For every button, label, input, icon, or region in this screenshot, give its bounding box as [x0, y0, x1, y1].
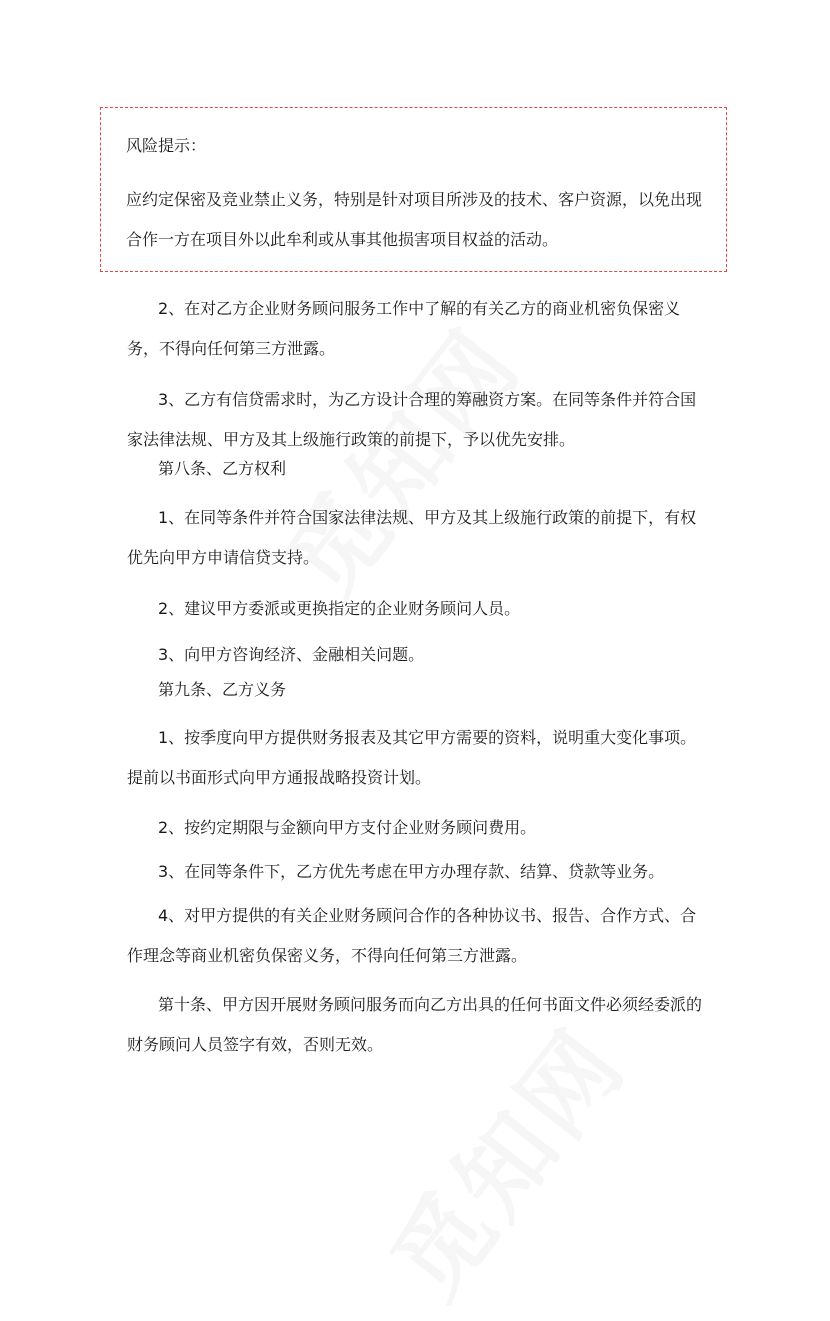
- clause-paragraph: [127, 852, 707, 892]
- paragraph-text: 3、在同等条件下，乙方优先考虑在甲方办理存款、结算、贷款等业务。: [158, 862, 665, 881]
- clause-paragraph: [127, 498, 707, 578]
- risk-warning-box: [100, 107, 727, 272]
- paragraph-text: 2、按约定期限与金额向甲方支付企业财务顾问费用。: [158, 818, 537, 837]
- clause-paragraph: [127, 808, 707, 848]
- paragraph-text: 3、向甲方咨询经济、金融相关问题。: [158, 645, 425, 664]
- clause-paragraph: [127, 289, 707, 369]
- risk-warning-title: 风险提示：: [126, 136, 207, 155]
- clause-paragraph: [127, 635, 707, 675]
- article-heading: 第八条、乙方权利: [158, 459, 287, 478]
- paragraph-text: 2、建议甲方委派或更换指定的企业财务顾问人员。: [158, 599, 521, 618]
- clause-paragraph: [127, 718, 707, 798]
- clause-paragraph: [127, 896, 707, 976]
- risk-warning-body: 应约定保密及竞业禁止义务，特别是针对项目所涉及的技术、客户资源，以免出现合作一方在项目外以此牟利或从事其他损害项目权益的活动。: [126, 190, 703, 249]
- article-heading: 第九条、乙方义务: [158, 680, 287, 699]
- paragraph-text: 1、按季度向甲方提供财务报表及其它甲方需要的资料，说明重大变化事项。提前以书面形式向甲方通报战略投资计划。: [127, 728, 697, 787]
- paragraph-text: 1、在同等条件并符合国家法律法规、甲方及其上级施行政策的前提下，有权优先向甲方申请信贷支持。: [127, 508, 697, 567]
- paragraph-text: 4、对甲方提供的有关企业财务顾问合作的各种协议书、报告、合作方式、合作理念等商业机密负保密义务，不得向任何第三方泄露。: [127, 906, 697, 965]
- clause-paragraph: [127, 380, 707, 460]
- clause-paragraph: [127, 589, 707, 629]
- paragraph-text: 2、在对乙方企业财务顾问服务工作中了解的有关乙方的商业机密负保密义务，不得向任何第三方泄露。: [127, 299, 681, 358]
- paragraph-text: 3、乙方有信贷需求时，为乙方设计合理的筹融资方案。在同等条件并符合国家法律法规、甲方及其上级施行政策的前提下，予以优先安排。: [127, 390, 697, 449]
- clause-paragraph: [127, 985, 707, 1065]
- paragraph-text: 第十条、甲方因开展财务顾问服务而向乙方出具的任何书面文件必须经委派的财务顾问人员签字有效，否则无效。: [127, 995, 703, 1054]
